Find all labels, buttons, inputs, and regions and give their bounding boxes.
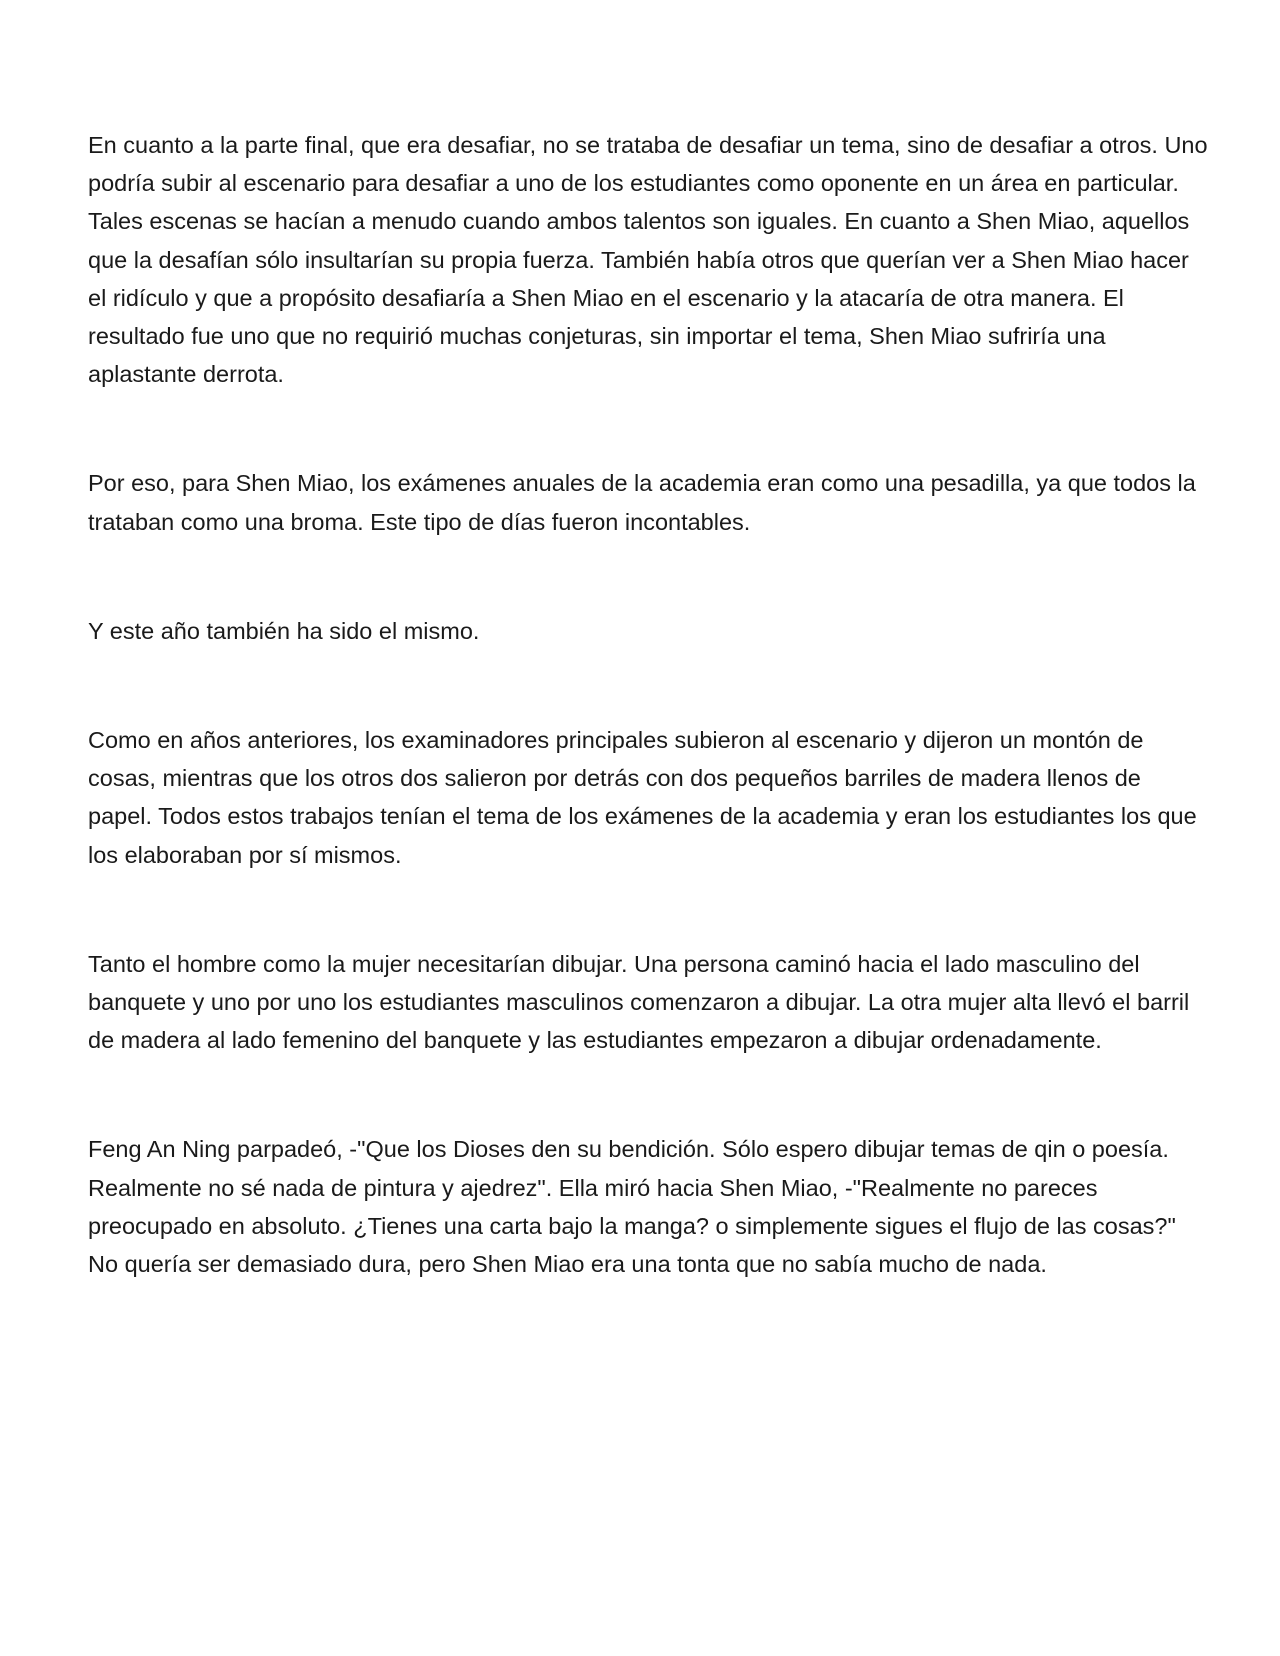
paragraph-4: Como en años anteriores, los examinadores principales subieron al escenario y dijeron un montón de cosas, mientras que los otros dos salieron por detrás con dos pequeños barriles de madera llenos de papel. Todos estos trabajos tenían el tema de los exámenes de la academia y eran los estudiantes los que los elaboraban por sí mismos. (88, 727, 1197, 868)
paragraph-3: Y este año también ha sido el mismo. (88, 617, 480, 644)
paragraph-6: Feng An Ning parpadeó, -"Que los Dioses den su bendición. Sólo espero dibujar temas de qin o poesía. Realmente no sé nada de pintura y ajedrez". Ella miró hacia Shen Miao, -"Realmente no pareces preocupado en absoluto. ¿Tienes una carta bajo la manga? o simplemente sigues el flujo de las cosas?" No quería ser demasiado dura, pero Shen Miao era una tonta que no sabía mucho de nada. (88, 1136, 1176, 1278)
paragraph-1: En cuanto a la parte final, que era desafiar, no se trataba de desafiar un tema, sino de desafiar a otros. Uno podría subir al escenario para desafiar a uno de los estudiantes como oponente en un área en particular. Tales escenas se hacían a menudo cuando ambos talentos son iguales. En cuanto a Shen Miao, aquellos que la desafían sólo insultarían su propia fuerza. También había otros que querían ver a Shen Miao hacer el ridículo y que a propósito desafiaría a Shen Miao en el escenario y la atacaría de otra manera. El resultado fue uno que no requirió muchas conjeturas, sin importar el tema, Shen Miao sufriría una aplastante derrota. (88, 132, 1208, 388)
paragraph-5: Tanto el hombre como la mujer necesitarían dibujar. Una persona caminó hacia el lado masculino del banquete y uno por uno los estudiantes masculinos comenzaron a dibujar. La otra mujer alta llevó el barril de madera al lado femenino del banquete y las estudiantes empezaron a dibujar ordenadamente. (88, 950, 1190, 1054)
document-body (88, 126, 1208, 1283)
paragraph-2: Por eso, para Shen Miao, los exámenes anuales de la academia eran como una pesadilla, ya que todos la trataban como una broma. Este tipo de días fueron incontables. (88, 470, 1196, 535)
